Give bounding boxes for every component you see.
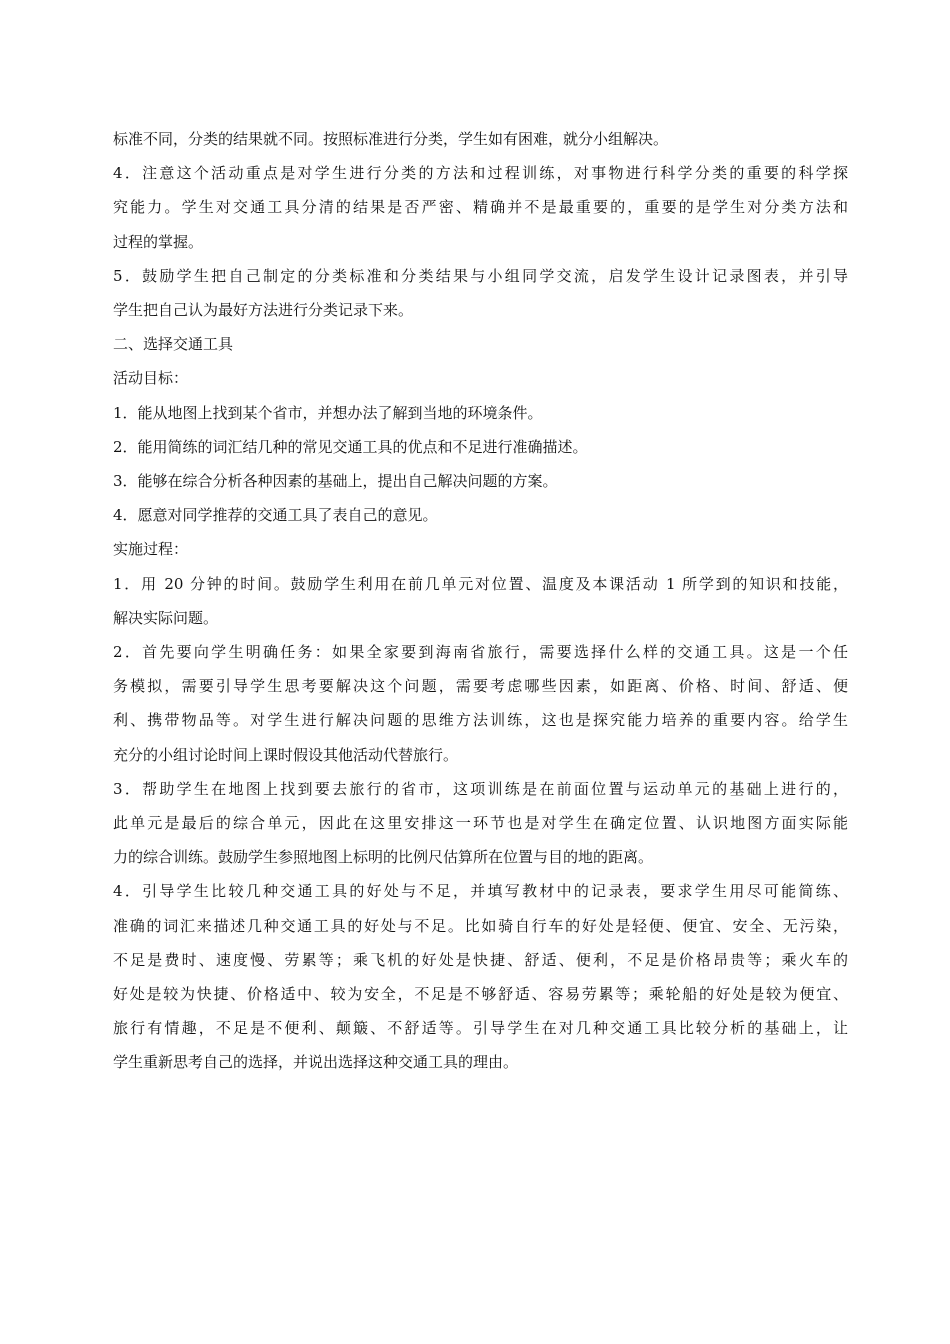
text-line-2: 4．注意这个活动重点是对学生进行分类的方法和过程训练，对事物进行科学分类的重要的科学探	[113, 164, 848, 183]
text-line-15: 解决实际问题。	[113, 608, 219, 627]
text-line-25: 不足是费时、速度慢、劳累等；乘飞机的好处是快捷、舒适、便利，不足是价格昂贵等；乘火车的	[113, 950, 848, 969]
text-line-23: 4．引导学生比较几种交通工具的好处与不足，并填写教材中的记录表，要求学生用尽可能简练、	[113, 882, 848, 901]
text-line-12: 4．愿意对同学推荐的交通工具了表自己的意见。	[113, 506, 438, 525]
text-line-13: 实施过程：	[113, 540, 189, 559]
section-heading: 二、选择交通工具	[113, 335, 234, 354]
text-line-3: 究能力。学生对交通工具分清的结果是否严密、精确并不是最重要的，重要的是学生对分类方法和	[113, 198, 848, 217]
text-line-28: 学生重新思考自己的选择，并说出选择这种交通工具的理由。	[113, 1053, 519, 1072]
text-line-1: 标准不同，分类的结果就不同。按照标准进行分类，学生如有困难，就分小组解决。	[113, 130, 669, 148]
text-line-11: 3．能够在综合分析各种因素的基础上，提出自己解决问题的方案。	[113, 472, 558, 491]
document-body	[113, 122, 848, 1080]
text-line-22: 力的综合训练。鼓励学生参照地图上标明的比例尺估算所在位置与目的地的距离。	[113, 848, 654, 867]
text-line-17: 务模拟，需要引导学生思考要解决这个问题，需要考虑哪些因素，如距离、价格、时间、舒适、便	[113, 677, 848, 696]
text-line-10: 2．能用简练的词汇结几种的常见交通工具的优点和不足进行准确描述。	[113, 437, 588, 456]
text-line-24: 准确的词汇来描述几种交通工具的好处与不足。比如骑自行车的好处是轻便、便宜、安全、无污染，	[113, 916, 848, 935]
text-line-14: 1．用 20 分钟的时间。鼓励学生利用在前几单元对位置、温度及本课活动 1 所学到的知识和技能，	[113, 574, 848, 593]
text-line-8: 活动目标：	[113, 369, 189, 388]
text-line-20: 3．帮助学生在地图上找到要去旅行的省市，这项训练是在前面位置与运动单元的基础上进行的，	[113, 779, 848, 798]
text-line-6: 学生把自己认为最好方法进行分类记录下来。	[113, 301, 414, 320]
text-line-21: 此单元是最后的综合单元，因此在这里安排这一环节也是对学生在确定位置、认识地图方面实际能	[113, 814, 848, 833]
text-line-5: 5．鼓励学生把自己制定的分类标准和分类结果与小组同学交流，启发学生设计记录图表，并引导	[113, 266, 848, 285]
text-line-4: 过程的掌握。	[113, 232, 204, 251]
text-line-16: 2．首先要向学生明确任务：如果全家要到海南省旅行，需要选择什么样的交通工具。这是一个任	[113, 643, 848, 662]
text-line-18: 利、携带物品等。对学生进行解决问题的思维方法训练，这也是探究能力培养的重要内容。给学生	[113, 711, 848, 730]
text-line-26: 好处是较为快捷、价格适中、较为安全，不足是不够舒适、容易劳累等；乘轮船的好处是较为便宜、	[113, 985, 848, 1004]
text-line-9: 1．能从地图上找到某个省市，并想办法了解到当地的环境条件。	[113, 403, 543, 422]
text-line-19: 充分的小组讨论时间上课时假设其他活动代替旅行。	[113, 745, 459, 764]
text-line-27: 旅行有情趣，不足是不便利、颠簸、不舒适等。引导学生在对几种交通工具比较分析的基础上，让	[113, 1019, 848, 1038]
